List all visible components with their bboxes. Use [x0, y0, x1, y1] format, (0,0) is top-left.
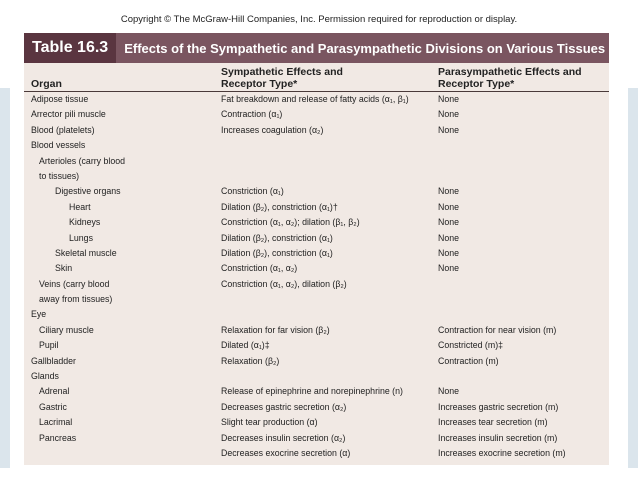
- cell-sympathetic: Constriction (α₁, α₂); dilation (β₁, β₂): [221, 217, 360, 228]
- cell-sympathetic: Fat breakdown and release of fatty acids (α₁, β₁): [221, 94, 409, 104]
- cell-organ: Ciliary muscle: [39, 324, 94, 335]
- header-parasympathetic-line1: Parasympathetic Effects and: [438, 66, 582, 78]
- table-row: [24, 431, 609, 446]
- table-row: [24, 184, 609, 199]
- cell-parasympathetic: Increases insulin secretion (m): [438, 432, 558, 443]
- table-row: [24, 415, 609, 430]
- table-row: [24, 261, 609, 276]
- cell-organ: Glands: [31, 371, 59, 382]
- cell-organ: Gallbladder: [31, 355, 76, 366]
- table-row: [24, 138, 609, 153]
- cell-organ: Blood (platelets): [31, 124, 95, 135]
- cell-parasympathetic: None: [438, 186, 460, 197]
- table-row: [24, 354, 609, 369]
- cell-sympathetic: Relaxation (β₂): [221, 355, 280, 366]
- cell-organ: Veins (carry blood: [39, 278, 110, 289]
- cell-sympathetic: Constriction (α₁): [221, 186, 284, 197]
- cell-organ: Pancreas: [39, 432, 77, 443]
- cell-parasympathetic: None: [438, 217, 460, 228]
- cell-organ: Digestive organs: [55, 186, 121, 197]
- cell-organ: Heart: [69, 201, 91, 212]
- cell-organ: Skin: [55, 263, 73, 274]
- cell-sympathetic: Dilated (α₁)‡: [221, 340, 270, 351]
- table-row: [24, 154, 609, 169]
- header-parasympathetic-line2: Receptor Type*: [438, 78, 515, 90]
- cell-parasympathetic: Contraction (m): [438, 355, 499, 366]
- table-row: [24, 200, 609, 215]
- table-row: [24, 307, 609, 322]
- table-row: [24, 323, 609, 338]
- table-row: [24, 446, 609, 461]
- cell-sympathetic: Constriction (α₁, α₂), dilation (β₂): [221, 278, 347, 289]
- cell-organ: Arrector pili muscle: [31, 109, 106, 120]
- cell-sympathetic: Constriction (α₁, α₂): [221, 263, 298, 274]
- table-row: [24, 92, 609, 107]
- left-decor-strip: [0, 88, 10, 468]
- table-body: [24, 92, 609, 461]
- header-parasympathetic: [438, 66, 582, 90]
- table-row: [24, 292, 609, 307]
- table-row: [24, 277, 609, 292]
- cell-parasympathetic: Increases exocrine secretion (m): [438, 447, 566, 458]
- cell-organ: Skeletal muscle: [55, 247, 117, 258]
- table-row: [24, 123, 609, 138]
- cell-organ: Lungs: [69, 232, 93, 243]
- table-row: [24, 246, 609, 261]
- header-organ: Organ: [31, 78, 62, 90]
- cell-organ: Adrenal: [39, 386, 70, 397]
- cell-organ: Gastric: [39, 401, 67, 412]
- cell-parasympathetic: Increases gastric secretion (m): [438, 401, 559, 412]
- cell-organ: away from tissues): [39, 294, 113, 305]
- table-row: [24, 215, 609, 230]
- cell-parasympathetic: None: [438, 247, 460, 258]
- header-sympathetic-line1: Sympathetic Effects and: [221, 66, 343, 78]
- table-header: [24, 63, 609, 92]
- table-title: Effects of the Sympathetic and Parasympathetic Divisions on Various Tissues: [124, 40, 606, 56]
- table-row: [24, 169, 609, 184]
- cell-sympathetic: Dilation (β₂), constriction (α₁)†: [221, 201, 338, 212]
- table-row: [24, 369, 609, 384]
- table-row: [24, 231, 609, 246]
- right-decor-strip: [628, 88, 638, 468]
- table-panel: [24, 33, 609, 465]
- cell-parasympathetic: None: [438, 109, 460, 120]
- cell-sympathetic: Release of epinephrine and norepinephrine (n): [221, 386, 403, 397]
- cell-organ: Adipose tissue: [31, 94, 89, 104]
- table-row: [24, 400, 609, 415]
- table-title-bar: [24, 33, 609, 63]
- cell-organ: Pupil: [39, 340, 59, 351]
- cell-sympathetic: Decreases insulin secretion (α₂): [221, 432, 346, 443]
- table-row: [24, 338, 609, 353]
- table-row: [24, 384, 609, 399]
- cell-organ: Lacrimal: [39, 417, 73, 428]
- copyright-notice: Copyright © The McGraw-Hill Companies, Inc. Permission required for reproduction or display.: [120, 14, 518, 25]
- cell-parasympathetic: Increases tear secretion (m): [438, 417, 548, 428]
- cell-parasympathetic: Constricted (m)‡: [438, 340, 504, 351]
- cell-parasympathetic: None: [438, 232, 460, 243]
- cell-parasympathetic: None: [438, 94, 460, 104]
- header-sympathetic: [221, 66, 343, 90]
- table-number: Table 16.3: [24, 33, 116, 63]
- table-row: [24, 107, 609, 122]
- cell-parasympathetic: None: [438, 386, 460, 397]
- cell-sympathetic: Dilation (β₂), constriction (α₁): [221, 247, 333, 258]
- cell-organ: Eye: [31, 309, 47, 320]
- cell-sympathetic: Increases coagulation (α₂): [221, 124, 324, 135]
- header-sympathetic-line2: Receptor Type*: [221, 78, 298, 90]
- cell-parasympathetic: None: [438, 124, 460, 135]
- cell-parasympathetic: None: [438, 263, 460, 274]
- cell-sympathetic: Decreases exocrine secretion (α): [221, 447, 351, 458]
- cell-organ: Arterioles (carry blood: [39, 155, 126, 166]
- cell-sympathetic: Relaxation for far vision (β₂): [221, 324, 330, 335]
- cell-sympathetic: Decreases gastric secretion (α₂): [221, 401, 347, 412]
- cell-organ: Blood vessels: [31, 140, 86, 151]
- cell-sympathetic: Dilation (β₂), constriction (α₁): [221, 232, 333, 243]
- cell-parasympathetic: Contraction for near vision (m): [438, 324, 557, 335]
- cell-sympathetic: Slight tear production (α): [221, 417, 318, 428]
- cell-organ: Kidneys: [69, 217, 101, 228]
- cell-parasympathetic: None: [438, 201, 460, 212]
- cell-sympathetic: Contraction (α₁): [221, 109, 283, 120]
- cell-organ: to tissues): [39, 170, 80, 181]
